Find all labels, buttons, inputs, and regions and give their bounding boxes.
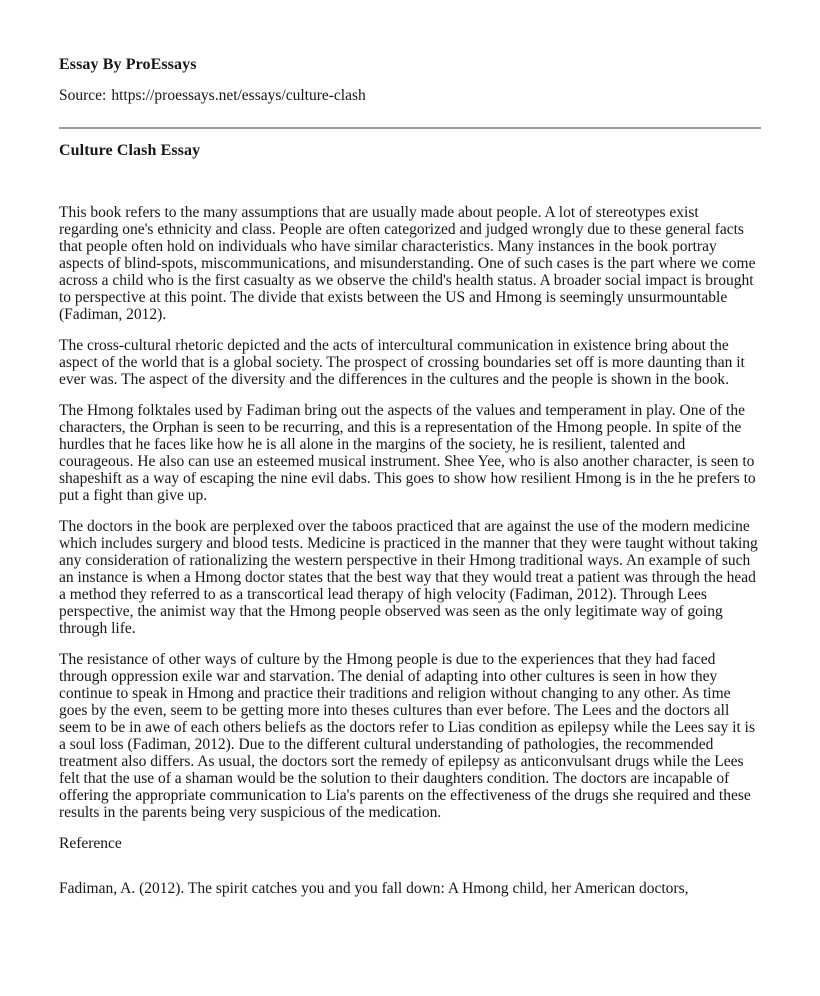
reference-entry: Fadiman, A. (2012). The spirit catches you and you fall down: A Hmong child, her American doctors,: [59, 880, 689, 897]
source-label: Source:: [59, 87, 107, 104]
essay-paragraph-3: The Hmong folktales used by Fadiman bring out the aspects of the values and temperament in play. One of the characters, the Orphan is seen to be recurring, and this is a representation of the Hmong people. In spite of the hurdles that he faces like how he is all alone in the margins of the society, he is resilient, talented and courageous. He also can use an esteemed musical instrument. Shee Yee, who is also another character, is seen to shapeshift as a way of escaping the nine evil dabs. This goes to show how resilient Hmong is in the he prefers to put a fight than give up.: [59, 402, 756, 504]
essay-paragraph-1: This book refers to the many assumptions that are usually made about people. A lot of stereotypes exist regarding one's ethnicity and class. People are often categorized and judged wrongly due to these general facts that people often hold on individuals who have similar characteristics. Many instances in the book portray aspects of blind-spots, miscommunications, and misunderstanding. One of such cases is the part where we come across a child who is the first casualty as we observe the child's health status. A broader social impact is brought to perspective at this point. The divide that exists between the US and Hmong is seemingly unsurmountable (Fadiman, 2012).: [59, 204, 756, 323]
source-url-link[interactable]: https://proessays.net/essays/culture-clash: [111, 87, 366, 104]
source-line: [59, 87, 761, 104]
reference-heading: Reference: [59, 835, 122, 852]
essay-paragraph-4: The doctors in the book are perplexed over the taboos practiced that are against the use of the modern medicine which includes surgery and blood tests. Medicine is practiced in the manner that they were taught without taking any consideration of rationalizing the western perspective in their Hmong traditional ways. An example of such an instance is when a Hmong doctor states that the best way that they would treat a patient was through the head a method they referred to as a transcortical lead therapy of high velocity (Fadiman, 2012). Through Lees perspective, the animist way that the Hmong people observed was seen as the only legitimate way of going through life.: [59, 518, 758, 637]
essay-body: [59, 204, 761, 821]
header-divider: [59, 127, 761, 129]
brand-heading: Essay By ProEssays: [59, 56, 197, 73]
essay-paragraph-2: The cross-cultural rhetoric depicted and the acts of intercultural communication in existence bring about the aspect of the world that is a global society. The prospect of crossing boundaries set off is more daunting than it ever was. The aspect of the diversity and the differences in the cultures and the people is shown in the book.: [59, 337, 745, 388]
essay-paragraph-5: The resistance of other ways of culture by the Hmong people is due to the experiences that they had faced through oppression exile war and starvation. The denial of adapting into other cultures is seen in how they continue to speak in Hmong and practice their traditions and religion without changing to any other. As time goes by the even, seem to be getting more into theses cultures than ever before. The Lees and the doctors all seem to be in awe of each others beliefs as the doctors refer to Lias condition as epilepsy while the Lees say it is a soul loss (Fadiman, 2012). Due to the different cultural understanding of pathologies, the recommended treatment also differs. As usual, the doctors sort the remedy of epilepsy as anticonvulsant drugs while the Lees felt that the use of a shaman would be the solution to their daughters condition. The doctors are incapable of offering the appropriate communication to Lia's parents on the effectiveness of the drugs she required and these results in the parents being very suspicious of the medication.: [59, 651, 755, 821]
essay-title: Culture Clash Essay: [59, 142, 201, 159]
